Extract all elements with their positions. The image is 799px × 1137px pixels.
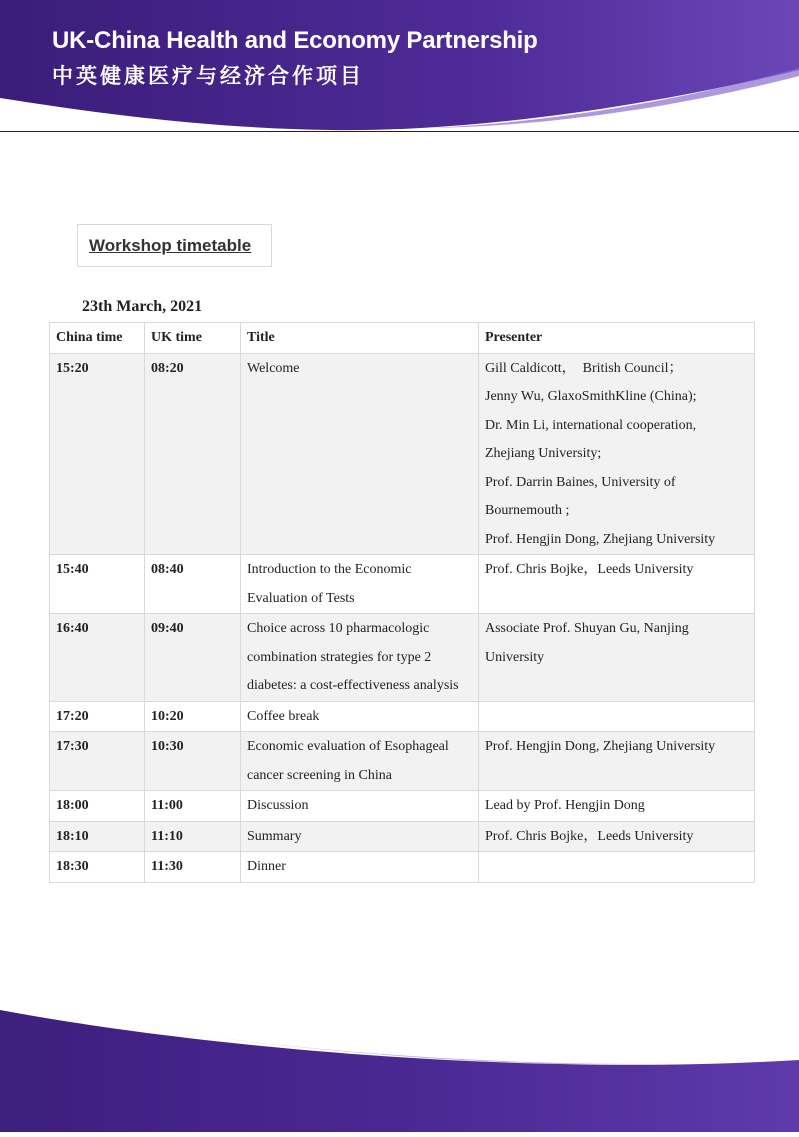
cell-title: Choice across 10 pharmacologic combination strategies for type 2 diabetes: a cost-effectiveness analysis [241,614,479,702]
table-row [50,852,755,883]
cell-uk-time: 08:40 [145,555,241,614]
table-row [50,701,755,732]
cell-presenter [479,701,755,732]
cell-title: Dinner [241,852,479,883]
workshop-heading-box [77,224,272,267]
cell-china-time: 15:40 [50,555,145,614]
presenter-line: Dr. Min Li, international cooperation, [485,417,697,433]
cell-presenter [479,353,755,555]
presenter-line: Prof. Chris Bojke，Leeds University [485,562,694,577]
cell-uk-time: 10:30 [145,732,241,791]
table-row [50,732,755,791]
cell-uk-time: 11:10 [145,821,241,852]
cell-title: Discussion [241,791,479,822]
presenter-line: Gill Caldicott， British Council； [485,360,683,376]
header-title-chinese: 中英健康医疗与经济合作项目 [52,64,364,88]
cell-presenter [479,732,755,791]
header-title-english: UK-China Health and Economy Partnership [52,27,538,54]
cell-china-time: 17:20 [50,701,145,732]
presenter-line: Prof. Hengjin Dong, Zhejiang University [485,531,716,547]
cell-title: Introduction to the Economic Evaluation of Tests [241,555,479,614]
cell-uk-time: 09:40 [145,614,241,702]
presenter-line: Bournemouth ; [485,503,570,518]
cell-title: Economic evaluation of Esophageal cancer screening in China [241,732,479,791]
presenter-line: Lead by Prof. Hengjin Dong [485,798,645,813]
cell-title: Welcome [241,353,479,555]
cell-title: Summary [241,821,479,852]
column-header-china-time: China time [50,323,145,354]
cell-uk-time: 08:20 [145,353,241,555]
table-row [50,353,755,555]
cell-presenter [479,852,755,883]
timetable-header-row [50,323,755,354]
cell-china-time: 18:10 [50,821,145,852]
cell-china-time: 18:30 [50,852,145,883]
timetable-body [50,353,755,882]
timetable [49,322,755,883]
cell-china-time: 18:00 [50,791,145,822]
event-date: 23th March, 2021 [82,298,203,315]
presenter-line: Prof. Chris Bojke，Leeds University [485,828,694,844]
header-divider [0,131,799,132]
table-row [50,821,755,852]
presenter-line: Associate Prof. Shuyan Gu, Nanjing [485,621,689,636]
workshop-heading: Workshop timetable [89,236,252,255]
cell-uk-time: 10:20 [145,701,241,732]
table-row [50,791,755,822]
column-header-presenter: Presenter [479,323,755,354]
cell-presenter [479,614,755,702]
table-row [50,614,755,702]
cell-china-time: 16:40 [50,614,145,702]
cell-uk-time: 11:30 [145,852,241,883]
column-header-uk-time: UK time [145,323,241,354]
cell-china-time: 15:20 [50,353,145,555]
footer-wave-graphic [0,1000,799,1132]
presenter-line: Prof. Hengjin Dong, Zhejiang University [485,739,716,754]
cell-presenter [479,821,755,852]
cell-presenter [479,791,755,822]
presenter-line: Zhejiang University; [485,446,602,461]
column-header-title: Title [241,323,479,354]
presenter-line: Prof. Darrin Baines, University of [485,474,676,490]
cell-uk-time: 11:00 [145,791,241,822]
presenter-line: University [485,649,545,665]
footer-banner [0,1000,799,1132]
table-row [50,555,755,614]
presenter-line: Jenny Wu, GlaxoSmithKline (China); [485,389,697,404]
cell-title: Coffee break [241,701,479,732]
cell-china-time: 17:30 [50,732,145,791]
cell-presenter [479,555,755,614]
header-banner [0,0,799,140]
